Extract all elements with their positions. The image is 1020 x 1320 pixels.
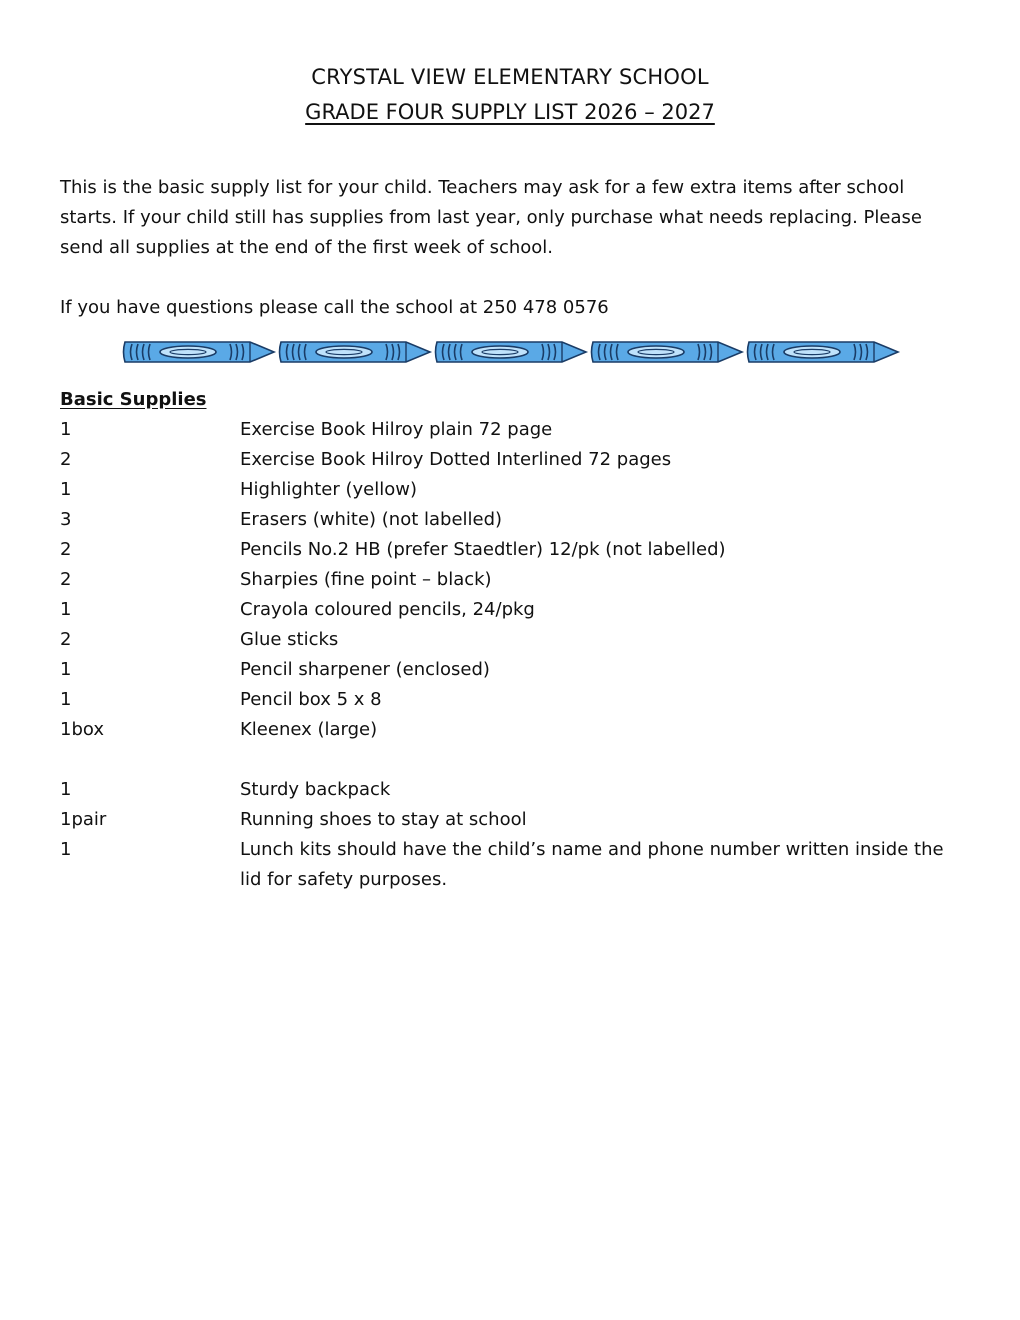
list-item <box>60 655 970 685</box>
list-item <box>60 775 970 805</box>
list-item <box>60 475 970 505</box>
list-item <box>60 445 970 475</box>
list-item <box>60 685 970 715</box>
item-quantity: 1 <box>60 689 72 710</box>
item-quantity: 2 <box>60 629 72 650</box>
item-description: Lunch kits should have the child’s name and phone number written inside the lid for safety purposes. <box>240 839 944 890</box>
crayon-icon <box>748 342 899 362</box>
item-quantity: 3 <box>60 509 72 530</box>
list-item <box>60 625 970 655</box>
item-quantity: 1box <box>60 719 104 740</box>
item-quantity: 1 <box>60 839 72 860</box>
intro-paragraph: This is the basic supply list for your child. Teachers may ask for a few extra items after school starts. If your child still has supplies from last year, only purchase what needs replacing. Please send all supplies at the end of the first week of school. <box>60 177 922 258</box>
crayon-icon <box>592 342 743 362</box>
item-quantity: 1 <box>60 779 72 800</box>
item-quantity: 1 <box>60 479 72 500</box>
item-description: Kleenex (large) <box>240 719 378 740</box>
basic-supplies-heading: Basic Supplies <box>60 389 207 410</box>
item-quantity: 1 <box>60 659 72 680</box>
item-quantity: 2 <box>60 539 72 560</box>
item-description: Pencil box 5 x 8 <box>240 689 382 710</box>
list-title <box>60 95 960 130</box>
list-item <box>60 535 970 565</box>
item-quantity: 2 <box>60 569 72 590</box>
contact-line: If you have questions please call the school at 250 478 0576 <box>60 297 609 318</box>
item-description: Pencil sharpener (enclosed) <box>240 659 490 680</box>
item-quantity: 2 <box>60 449 72 470</box>
item-quantity: 1 <box>60 599 72 620</box>
item-description: Highlighter (yellow) <box>240 479 417 500</box>
item-description: Pencils No.2 HB (prefer Staedtler) 12/pk (not labelled) <box>240 539 726 560</box>
list-title-text: GRADE FOUR SUPPLY LIST 2026 – 2027 <box>305 100 715 124</box>
supply-list-page <box>60 60 960 890</box>
list-item <box>60 505 970 535</box>
list-item <box>60 835 970 895</box>
list-item <box>60 805 970 835</box>
item-quantity: 1pair <box>60 809 107 830</box>
list-item <box>60 565 970 595</box>
crayon-icon <box>124 342 275 362</box>
list-item <box>60 715 970 745</box>
item-description: Glue sticks <box>240 629 339 650</box>
item-description: Exercise Book Hilroy Dotted Interlined 72 pages <box>240 449 672 470</box>
item-description: Erasers (white) (not labelled) <box>240 509 503 530</box>
crayon-divider <box>122 339 902 365</box>
item-description: Sturdy backpack <box>240 779 391 800</box>
list-spacer <box>60 745 970 775</box>
item-description: Crayola coloured pencils, 24/pkg <box>240 599 535 620</box>
item-description: Running shoes to stay at school <box>240 809 527 830</box>
item-description: Exercise Book Hilroy plain 72 page <box>240 419 553 440</box>
list-item <box>60 415 970 445</box>
list-item <box>60 595 970 625</box>
item-quantity: 1 <box>60 419 72 440</box>
item-description: Sharpies (fine point – black) <box>240 569 492 590</box>
crayon-icon <box>436 342 587 362</box>
supply-list <box>60 415 970 895</box>
crayon-icon <box>280 342 431 362</box>
school-name: CRYSTAL VIEW ELEMENTARY SCHOOL <box>311 65 709 89</box>
